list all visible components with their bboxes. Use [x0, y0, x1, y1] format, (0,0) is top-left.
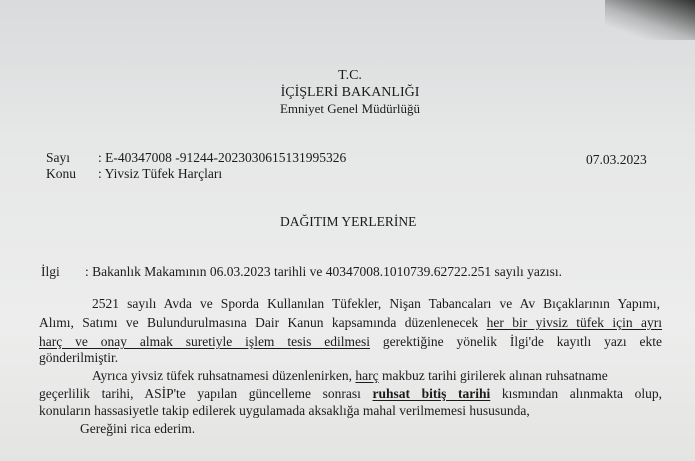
header-tc: T.C. [338, 68, 362, 83]
sayi-label: Sayı [46, 150, 71, 165]
closing-line: Gereğini rica ederim. [80, 421, 196, 436]
paragraph1-line3: harç ve onay almak suretiyle işlem tesis edilmesi gerektiğine yönelik İlgi'de kayıtlı yazı ekte [39, 334, 662, 349]
recipient-heading: DAĞITIM YERLERİNE [280, 214, 417, 229]
ilgi-value: : Bakanlık Makamının 06.03.2023 tarihli ve 40347008.1010739.62722.251 sayılı yazısı. [85, 264, 562, 279]
paragraph2-line2: geçerlilik tarihi, ASİP'te yapılan güncelleme sonrası ruhsat bitiş tarihi kısmından alınmakta olup, [39, 386, 663, 401]
underlined-ruhsat-bitis: ruhsat bitiş tarihi [372, 386, 491, 401]
underlined-phrase-2: harç ve onay almak suretiyle işlem tesis edilmesi [39, 334, 370, 349]
paragraph1-line1: 2521 sayılı Avda ve Sporda Kullanılan Tüfekler, Nişan Tabancaları ve Av Bıçaklarının Yapımı, [92, 296, 660, 311]
paragraph2-line1: Ayrıca yivsiz tüfek ruhsatnamesi düzenlenirken, harç makbuz tarihi girilerek alınan ruhsatname [92, 368, 608, 383]
konu-value: : Yivsiz Tüfek Harçları [98, 166, 223, 181]
document-date: 07.03.2023 [586, 152, 647, 167]
underlined-harc: harç [355, 368, 379, 383]
konu-label: Konu [46, 166, 76, 181]
paragraph2-line3: konuların hassasiyetle takip edilerek uygulamada aksaklığa mahal verilmemesi hususunda, [39, 403, 530, 418]
sayi-value: : E-40347008 -91244-2023030615131995326 [98, 150, 347, 165]
paragraph1-line2: Alımı, Satımı ve Bulundurulmasına Dair Kanun kapsamında düzenlenecek her bir yivsiz tüfek için ayrı [39, 315, 663, 330]
photo-shadow [605, 0, 695, 40]
underlined-phrase-1: her bir yivsiz tüfek için ayrı [486, 315, 663, 330]
paragraph1-line4: gönderilmiştir. [39, 350, 119, 365]
header-directorate: Emniyet Genel Müdürlüğü [279, 101, 421, 116]
ilgi-label: İlgi [41, 264, 60, 279]
header-ministry: İÇİŞLERİ BAKANLIĞI [280, 85, 420, 100]
